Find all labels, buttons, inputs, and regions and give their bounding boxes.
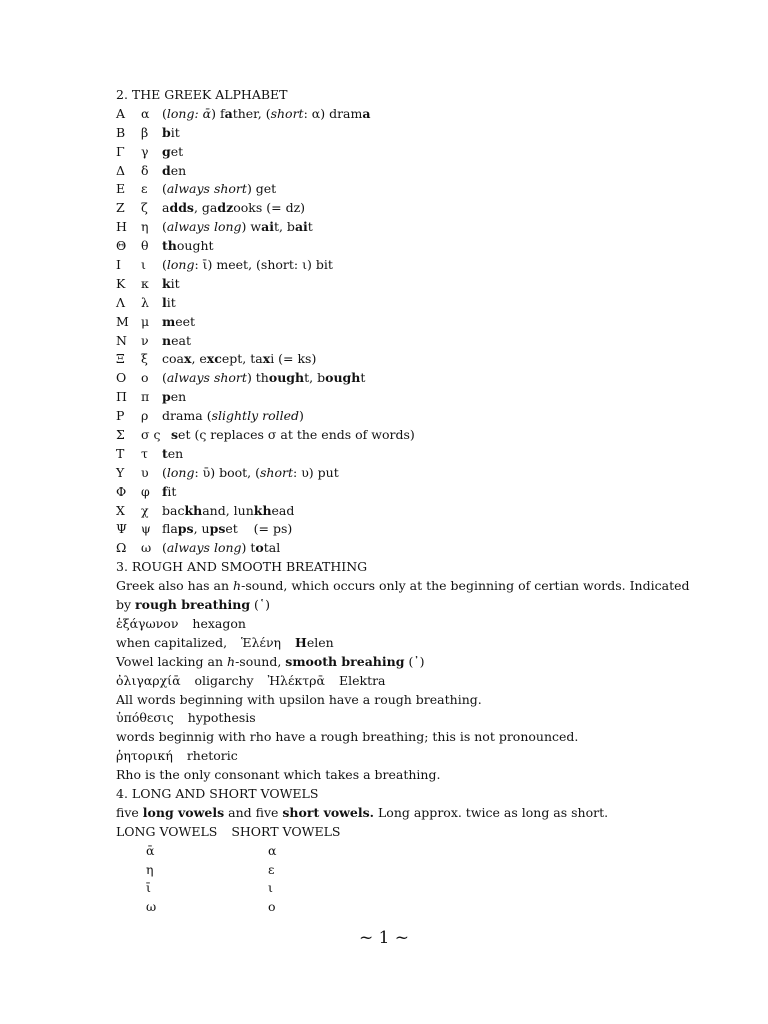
uppercase-letter: Ψ: [116, 521, 127, 537]
bold-text: m: [162, 313, 176, 329]
text-run: ther, (: [232, 105, 271, 121]
upsilon-example-row: [116, 709, 736, 728]
lowercase-letter: ρ: [141, 408, 149, 424]
text-run: t, b: [273, 219, 295, 235]
english-word: [295, 635, 334, 650]
text-run: (: [162, 181, 167, 197]
pronunciation-example: [162, 332, 191, 351]
text-run: eat: [171, 332, 191, 348]
page-number: ~ 1 ~: [358, 928, 410, 948]
text-run: Vowel lacking an: [116, 653, 227, 669]
alphabet-row: [116, 483, 736, 502]
lowercase-letter: φ: [141, 483, 150, 499]
alphabet-row: [116, 237, 736, 256]
alphabet-row: [116, 180, 736, 199]
long-vowel: ῑ: [146, 880, 151, 896]
text-run: : ῡ) boot, (: [194, 464, 261, 480]
bold-text: a: [362, 105, 371, 121]
alphabet-row: [116, 369, 736, 388]
lowercase-letter: ε: [141, 181, 148, 197]
pronunciation-example: [162, 350, 316, 369]
uppercase-letter: Β: [116, 124, 126, 140]
pronunciation-example: [162, 162, 186, 181]
bold-text: d: [162, 162, 171, 178]
uppercase-letter: Υ: [116, 464, 125, 480]
alphabet-row: [116, 388, 736, 407]
text-run: drama (: [162, 408, 212, 424]
uppercase-letter: Δ: [116, 162, 126, 178]
text-run: , u: [193, 521, 210, 537]
short-vowel: α: [268, 842, 277, 858]
lowercase-letter: α: [141, 105, 150, 121]
uppercase-letter: Ω: [116, 540, 127, 556]
pronunciation-example: [162, 520, 292, 539]
english-word: hexagon: [192, 615, 246, 631]
uppercase-letter: Ι: [116, 257, 121, 273]
bold-text: g: [162, 143, 171, 159]
lowercase-letter: τ: [141, 445, 148, 461]
bold-text: ai: [261, 219, 274, 235]
text-run: ept, ta: [221, 351, 263, 367]
text-run: coa: [162, 351, 184, 367]
uppercase-letter: Ν: [116, 332, 127, 348]
bold-text: long vowels: [142, 804, 225, 820]
text-run: et (ς replaces σ at the ends of words): [178, 427, 415, 443]
lowercase-letter: θ: [141, 238, 149, 254]
text-run: -sound, which occurs only at the beginning of certian words. Indicated: [241, 578, 690, 594]
bold-text: kh: [184, 502, 203, 518]
alphabet-row: [116, 313, 736, 332]
uppercase-letter: Θ: [116, 238, 127, 254]
bold-text: th: [162, 238, 177, 254]
text-run: Long approx. twice as long as short.: [374, 804, 609, 820]
vowel-row: [116, 898, 736, 917]
alphabet-row: [116, 162, 736, 181]
bold-text: n: [162, 332, 172, 348]
breathing-paragraph-4: All words beginning with upsilon have a rough breathing.: [116, 691, 482, 707]
alphabet-row: [116, 105, 736, 124]
text-run: it: [166, 294, 176, 310]
bold-text: k: [162, 275, 171, 291]
italic-text: always short: [166, 181, 247, 197]
text-run: tal: [263, 540, 281, 556]
greek-word: ῥητορική: [116, 748, 173, 764]
vowels-paragraph: [116, 804, 736, 823]
long-vowel: ᾱ: [146, 842, 155, 858]
text-run: (῾): [250, 597, 271, 613]
bold-text: ough: [268, 370, 305, 386]
alphabet-row: [116, 464, 736, 483]
uppercase-letter: Φ: [116, 483, 127, 499]
lowercase-letter: ο: [141, 370, 149, 386]
uppercase-letter: Ρ: [116, 408, 125, 424]
text-run: and five: [224, 804, 283, 820]
pronunciation-example: [162, 275, 180, 294]
text-run: ought: [176, 238, 214, 254]
pronunciation-example: [162, 218, 313, 237]
text-run: ead: [271, 502, 295, 518]
lowercase-letter: ξ: [141, 351, 148, 367]
italic-text: long: ᾱ: [166, 105, 212, 121]
breathing-paragraph-2: [116, 596, 736, 615]
text-run: it: [170, 124, 180, 140]
text-run: (: [162, 219, 167, 235]
uppercase-letter: Ο: [116, 370, 127, 386]
pronunciation-example: [162, 502, 294, 521]
pronunciation-example: [162, 237, 214, 256]
text-run: t: [307, 219, 313, 235]
vowels-heading: 4. LONG AND SHORT VOWELS: [116, 785, 319, 801]
bold-text: ough: [325, 370, 361, 386]
bold-text: ps: [177, 521, 194, 537]
bold-text: l: [162, 294, 167, 310]
smooth-example-row: [116, 672, 736, 691]
pronunciation-example: [162, 539, 280, 558]
alphabet-row: [116, 539, 736, 558]
alphabet-row: [116, 256, 736, 275]
text-run: ) w: [241, 219, 262, 235]
alphabet-row: [116, 520, 736, 539]
text-run: (: [162, 370, 167, 386]
breathing-heading: 3. ROUGH AND SMOOTH BREATHING: [116, 559, 368, 575]
italic-text: always short: [166, 370, 247, 386]
lowercase-letter: χ: [141, 502, 149, 518]
english-word: Elektra: [338, 672, 386, 688]
lowercase-letter: γ: [141, 143, 149, 159]
greek-word: ὀλιγαρχίᾱ: [116, 672, 181, 688]
text-run: -sound,: [235, 653, 286, 669]
bold-text: t: [162, 445, 168, 461]
bold-text: ai: [294, 219, 308, 235]
text-run: (: [162, 257, 167, 273]
bold-text: o: [255, 540, 264, 556]
lowercase-letter: ζ: [141, 200, 148, 216]
italic-text: h: [233, 578, 242, 594]
alphabet-row: [116, 350, 736, 369]
breathing-paragraph-1: [116, 577, 736, 596]
greek-word: Ἑλένη: [241, 634, 282, 650]
pronunciation-example: [162, 256, 333, 275]
bold-text: b: [162, 124, 171, 140]
pronunciation-example: [162, 483, 176, 502]
bold-text: kh: [253, 502, 272, 518]
text-run: it: [167, 483, 177, 499]
text-run: bac: [162, 502, 185, 518]
bold-text: H: [295, 634, 307, 650]
lowercase-letter: σ ς: [141, 427, 161, 443]
text-run: (: [162, 464, 167, 480]
italic-text: always long: [166, 219, 242, 235]
english-word: hypothesis: [187, 710, 256, 726]
text-run: en: [170, 389, 187, 405]
text-run: t: [360, 370, 366, 386]
text-run: ) get: [246, 181, 277, 197]
long-vowel: ω: [146, 899, 157, 915]
lowercase-letter: μ: [141, 313, 150, 329]
text-run: ) t: [241, 540, 256, 556]
pronunciation-example: [162, 199, 305, 218]
text-run: en: [170, 162, 187, 178]
lowercase-letter: η: [141, 219, 149, 235]
alphabet-row: [116, 143, 736, 162]
lowercase-letter: ι: [141, 257, 146, 273]
vowel-row: [116, 861, 736, 880]
text-run: elen: [306, 634, 334, 650]
uppercase-letter: Ζ: [116, 200, 125, 216]
uppercase-letter: Σ: [116, 427, 125, 443]
vowel-table: [116, 842, 736, 918]
pronunciation-example: [162, 388, 186, 407]
uppercase-letter: Α: [116, 105, 126, 121]
text-run: t, b: [304, 370, 326, 386]
uppercase-letter: Ε: [116, 181, 126, 197]
pronunciation-example: [162, 369, 365, 388]
text-run: ): [299, 408, 304, 424]
alphabet-row: [116, 332, 736, 351]
uppercase-letter: Λ: [116, 294, 126, 310]
bold-text: x: [262, 351, 271, 367]
lowercase-letter: λ: [141, 294, 149, 310]
rho-example-row: [116, 747, 736, 766]
long-vowel: η: [146, 861, 154, 877]
lowercase-letter: υ: [141, 464, 149, 480]
text-run: i (= ks): [270, 351, 317, 367]
pronunciation-example: [162, 105, 370, 124]
alphabet-row: [116, 275, 736, 294]
long-vowels-header: LONG VOWELS: [116, 823, 218, 839]
pronunciation-example: [162, 180, 276, 199]
text-run: ) th: [246, 370, 269, 386]
text-run: it: [170, 275, 180, 291]
lowercase-letter: ν: [141, 332, 149, 348]
capitalized-example-row: [116, 634, 736, 653]
alphabet-row: [116, 426, 736, 445]
lowercase-letter: π: [141, 389, 150, 405]
text-run: fla: [162, 521, 178, 537]
lowercase-letter: δ: [141, 162, 149, 178]
english-word: oligarchy: [194, 672, 254, 688]
italic-text: short: [260, 464, 294, 480]
bold-text: smooth breahing: [285, 653, 405, 669]
text-run: by: [116, 597, 136, 613]
text-run: (᾿): [404, 653, 425, 669]
alphabet-row: [116, 502, 736, 521]
alphabet-row: [116, 294, 736, 313]
bold-text: dz: [217, 200, 234, 216]
uppercase-letter: Ξ: [116, 351, 125, 367]
italic-text: short: [270, 105, 304, 121]
breathing-paragraph-3: [116, 653, 736, 672]
breathing-paragraph-6: Rho is the only consonant which takes a breathing.: [116, 767, 441, 783]
uppercase-letter: Η: [116, 219, 127, 235]
pronunciation-example: [162, 464, 339, 483]
uppercase-letter: Τ: [116, 445, 125, 461]
uppercase-letter: Χ: [116, 502, 125, 518]
bold-text: s: [171, 427, 179, 443]
text-run: : ῑ) meet, (short: ι) bit: [194, 257, 333, 273]
italic-text: long: [166, 257, 195, 273]
lowercase-letter: β: [141, 124, 149, 140]
alphabet-row: [116, 199, 736, 218]
text-run: ooks (= dz): [233, 200, 306, 216]
lowercase-letter: κ: [141, 275, 149, 291]
italic-text: long: [166, 464, 195, 480]
italic-text: slightly rolled: [211, 408, 300, 424]
bold-text: dds: [169, 200, 194, 216]
lowercase-letter: ω: [141, 540, 152, 556]
text-run: , ga: [193, 200, 218, 216]
english-word: rhetoric: [186, 748, 238, 764]
uppercase-letter: Κ: [116, 275, 126, 291]
alphabet-heading: 2. THE GREEK ALPHABET: [116, 87, 288, 102]
text-run: Greek also has an: [116, 578, 234, 594]
text-run: ) f: [211, 105, 225, 121]
bold-text: rough breathing: [135, 597, 251, 613]
bold-text: ps: [209, 521, 226, 537]
alphabet-row: [116, 445, 736, 464]
vowels-column-headers: [116, 823, 736, 842]
alphabet-row: [116, 407, 736, 426]
page-content: [116, 86, 736, 917]
bold-text: p: [162, 389, 171, 405]
pronunciation-example: [162, 124, 180, 143]
text-run: en: [167, 445, 184, 461]
bold-text: a: [224, 105, 233, 121]
text-run: (: [162, 540, 167, 556]
text-run: et: [170, 143, 184, 159]
text-run: , e: [191, 351, 207, 367]
caption-text: when capitalized,: [116, 634, 228, 650]
greek-word: ὑπόθεσις: [116, 710, 174, 726]
alphabet-row: [116, 218, 736, 237]
text-run: a: [162, 200, 170, 216]
uppercase-letter: Π: [116, 389, 127, 405]
greek-word: ἑξάγωνον: [116, 615, 179, 631]
pronunciation-example: [162, 143, 183, 162]
vowel-row: [116, 842, 736, 861]
short-vowel: ε: [268, 861, 275, 877]
greek-word: Ἠλέκτρᾱ: [267, 672, 325, 688]
rough-example-row: [116, 615, 736, 634]
uppercase-letter: Γ: [116, 143, 125, 159]
text-run: (: [162, 105, 167, 121]
text-run: and, lun: [202, 502, 254, 518]
text-run: : α) dram: [303, 105, 363, 121]
italic-text: h: [227, 653, 236, 669]
text-run: et (= ps): [225, 521, 293, 537]
lowercase-letter: ψ: [141, 521, 151, 537]
bold-text: f: [162, 483, 168, 499]
uppercase-letter: Μ: [116, 313, 129, 329]
pronunciation-example: [171, 426, 415, 445]
alphabet-row: [116, 124, 736, 143]
short-vowels-header: SHORT VOWELS: [231, 823, 341, 839]
bold-text: short vowels.: [282, 804, 375, 820]
breathing-paragraph-5: words beginnig with rho have a rough breathing; this is not pronounced.: [116, 729, 579, 745]
bold-text: x: [183, 351, 192, 367]
vowel-row: [116, 879, 736, 898]
pronunciation-example: [162, 407, 304, 426]
text-run: five: [116, 804, 143, 820]
short-vowel: ι: [268, 880, 273, 896]
alphabet-list: [116, 105, 736, 558]
pronunciation-example: [162, 313, 195, 332]
pronunciation-example: [162, 445, 183, 464]
text-run: : υ) put: [293, 464, 339, 480]
short-vowel: ο: [268, 899, 276, 915]
italic-text: always long: [166, 540, 242, 556]
pronunciation-example: [162, 294, 176, 313]
text-run: eet: [175, 313, 196, 329]
bold-text: xc: [206, 351, 222, 367]
